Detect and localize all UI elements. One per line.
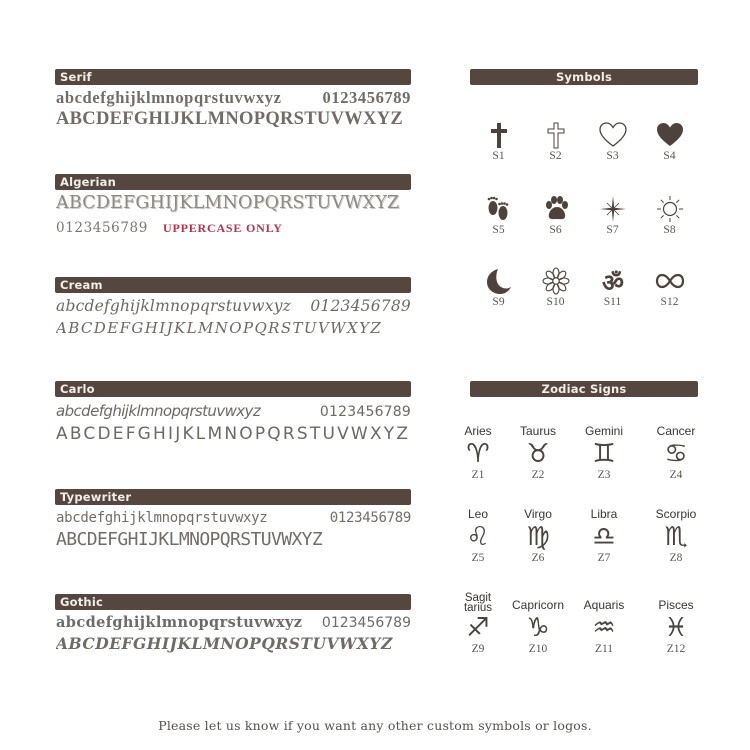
zodiac-name-line2: tarius <box>463 602 493 614</box>
serif-digits: 0123456789 <box>322 88 411 107</box>
serif-uppercase: ABCDEFGHIJKLMNOPQRSTUVWXYZ <box>56 109 403 129</box>
font-sample-gothic-lower <box>56 614 411 631</box>
leo-icon: ♌ <box>466 522 490 552</box>
zodiac-virgo[interactable] <box>508 508 568 564</box>
zodiac-aries[interactable] <box>448 425 508 481</box>
symbol-s1[interactable] <box>470 120 527 162</box>
zodiac-code: Z11 <box>594 643 614 655</box>
zodiac-pisces[interactable] <box>646 599 706 655</box>
crescent-moon-icon <box>484 266 514 296</box>
symbol-s3[interactable] <box>584 120 641 162</box>
font-sample-cream-lower <box>56 297 411 315</box>
solid-heart-icon <box>655 120 685 150</box>
symbol-s5[interactable] <box>470 194 527 236</box>
zodiac-gemini[interactable] <box>574 425 634 481</box>
symbol-s11[interactable] <box>584 266 641 308</box>
aquarius-icon: ♒ <box>592 613 616 643</box>
font-header-cream: Cream <box>55 277 411 293</box>
font-header-gothic: Gothic <box>55 594 411 610</box>
zodiac-code: Z3 <box>597 469 611 481</box>
zodiac-name: Pisces <box>658 598 694 612</box>
zodiac-aquarius[interactable] <box>574 599 634 655</box>
symbol-code: S10 <box>546 296 565 308</box>
symbol-code: S4 <box>663 150 676 162</box>
zodiac-code: Z4 <box>669 469 683 481</box>
symbol-s9[interactable] <box>470 266 527 308</box>
algerian-digits: 0123456789 <box>56 220 148 236</box>
font-header-carlo: Carlo <box>55 381 411 397</box>
gothic-uppercase: ABCDEFGHIJKLMNOPQRSTUVWXYZ <box>56 634 393 653</box>
symbol-code: S11 <box>603 296 622 308</box>
svg-text:ॐ: ॐ <box>601 269 624 296</box>
zodiac-grid <box>463 424 698 665</box>
cream-lowercase: abcdefghijklmnopqrstuvwxyz <box>56 297 292 315</box>
zodiac-code: Z1 <box>471 469 485 481</box>
zodiac-sagittarius[interactable] <box>448 592 508 655</box>
zodiac-code: Z7 <box>597 552 611 564</box>
symbol-s4[interactable] <box>641 120 698 162</box>
infinity-icon <box>655 266 685 296</box>
outline-heart-icon <box>598 120 628 150</box>
taurus-icon: ♉ <box>526 439 550 469</box>
font-header-typewriter: Typewriter <box>55 489 411 505</box>
sun-icon <box>655 194 685 224</box>
symbol-code: S8 <box>663 224 676 236</box>
libra-icon: ♎ <box>592 522 616 552</box>
symbol-code: S6 <box>549 224 562 236</box>
cancer-icon: ♋ <box>664 439 688 469</box>
zodiac-name: Aquaris <box>583 598 625 612</box>
zodiac-name: Scorpio <box>655 507 697 521</box>
flower-icon <box>541 266 571 296</box>
zodiac-name: Cancer <box>656 424 696 438</box>
font-sample-algerian-digits <box>56 217 411 236</box>
pisces-icon: ♓ <box>664 613 688 643</box>
uppercase-only-note: UPPERCASE ONLY <box>163 221 283 235</box>
typewriter-lowercase: abcdefghijklmnopqrstuvwxyz <box>56 510 268 526</box>
zodiac-name-line1: Sagit <box>464 592 492 604</box>
symbol-s7[interactable] <box>584 194 641 236</box>
aries-icon: ♈ <box>466 439 490 469</box>
cream-digits: 0123456789 <box>310 297 411 315</box>
typewriter-uppercase: ABCDEFGHIJKLMNOPQRSTUVWXYZ <box>56 529 323 550</box>
sparkle-star-icon <box>598 194 628 224</box>
symbol-code: S9 <box>492 296 505 308</box>
zodiac-code: Z6 <box>531 552 545 564</box>
zodiac-scorpio[interactable] <box>646 508 706 564</box>
zodiac-code: Z5 <box>471 552 485 564</box>
font-sample-serif-lower <box>56 88 411 108</box>
symbol-s10[interactable] <box>527 266 584 308</box>
zodiac-name: Capricorn <box>511 598 565 612</box>
footer-note: Please let us know if you want any other custom symbols or logos. <box>158 718 592 733</box>
zodiac-leo[interactable] <box>448 508 508 564</box>
symbol-s8[interactable] <box>641 194 698 236</box>
scorpio-icon: ♏ <box>664 522 688 552</box>
symbol-s6[interactable] <box>527 194 584 236</box>
carlo-lowercase: abcdefghijklmnopqrstuvwxyz <box>56 402 261 420</box>
zodiac-name: Libra <box>590 507 618 521</box>
symbols-header: Symbols <box>470 69 698 85</box>
symbol-code: S12 <box>660 296 679 308</box>
zodiac-cancer[interactable] <box>646 425 706 481</box>
capricorn-icon: ♑ <box>526 613 550 643</box>
symbols-grid <box>470 120 698 320</box>
symbol-code: S2 <box>549 150 562 162</box>
virgo-icon: ♍ <box>526 522 550 552</box>
zodiac-taurus[interactable] <box>508 425 568 481</box>
symbol-code: S3 <box>606 150 619 162</box>
paw-print-icon <box>541 194 571 224</box>
symbol-code: S7 <box>606 224 619 236</box>
zodiac-code: Z2 <box>531 469 545 481</box>
zodiac-header: Zodiac Signs <box>470 381 698 397</box>
font-header-algerian: Algerian <box>55 174 411 190</box>
zodiac-name: Leo <box>467 507 489 521</box>
zodiac-name: Aries <box>464 424 492 438</box>
symbol-s12[interactable] <box>641 266 698 308</box>
font-sample-typewriter-lower <box>56 510 411 526</box>
carlo-digits: 0123456789 <box>319 404 411 420</box>
footprints-icon <box>484 194 514 224</box>
zodiac-code: Z10 <box>528 643 548 655</box>
om-icon <box>598 266 628 296</box>
zodiac-libra[interactable] <box>574 508 634 564</box>
gemini-icon: ♊ <box>592 439 616 469</box>
symbol-s2[interactable] <box>527 120 584 162</box>
zodiac-name: Virgo <box>524 507 552 521</box>
font-header-serif: Serif <box>55 69 411 85</box>
serif-lowercase: abcdefghijklmnopqrstuvwxyz <box>56 88 282 107</box>
carlo-uppercase: ABCDEFGHIJKLMNOPQRSTUVWXYZ <box>56 424 411 444</box>
sagittarius-icon: ♐ <box>466 613 490 643</box>
solid-cross-icon <box>484 120 514 150</box>
outline-cross-icon <box>541 120 571 150</box>
zodiac-capricorn[interactable] <box>508 599 568 655</box>
gothic-digits: 0123456789 <box>321 615 411 631</box>
typewriter-digits: 0123456789 <box>329 510 411 526</box>
zodiac-name <box>448 593 508 613</box>
zodiac-code: Z12 <box>666 643 686 655</box>
gothic-lowercase: abcdefghijklmnopqrstuvwxyz <box>56 614 303 631</box>
symbol-code: S1 <box>492 150 505 162</box>
zodiac-code: Z9 <box>471 643 485 655</box>
font-sample-carlo-lower <box>56 402 411 420</box>
cream-uppercase: ABCDEFGHIJKLMNOPQRSTUVWXYZ <box>56 319 383 337</box>
zodiac-code: Z8 <box>669 552 683 564</box>
zodiac-name: Taurus <box>519 424 557 438</box>
zodiac-name: Gemini <box>584 424 623 438</box>
symbol-code: S5 <box>492 224 505 236</box>
algerian-uppercase: ABCDEFGHIJKLMNOPQRSTUVWXYZ <box>56 193 400 213</box>
